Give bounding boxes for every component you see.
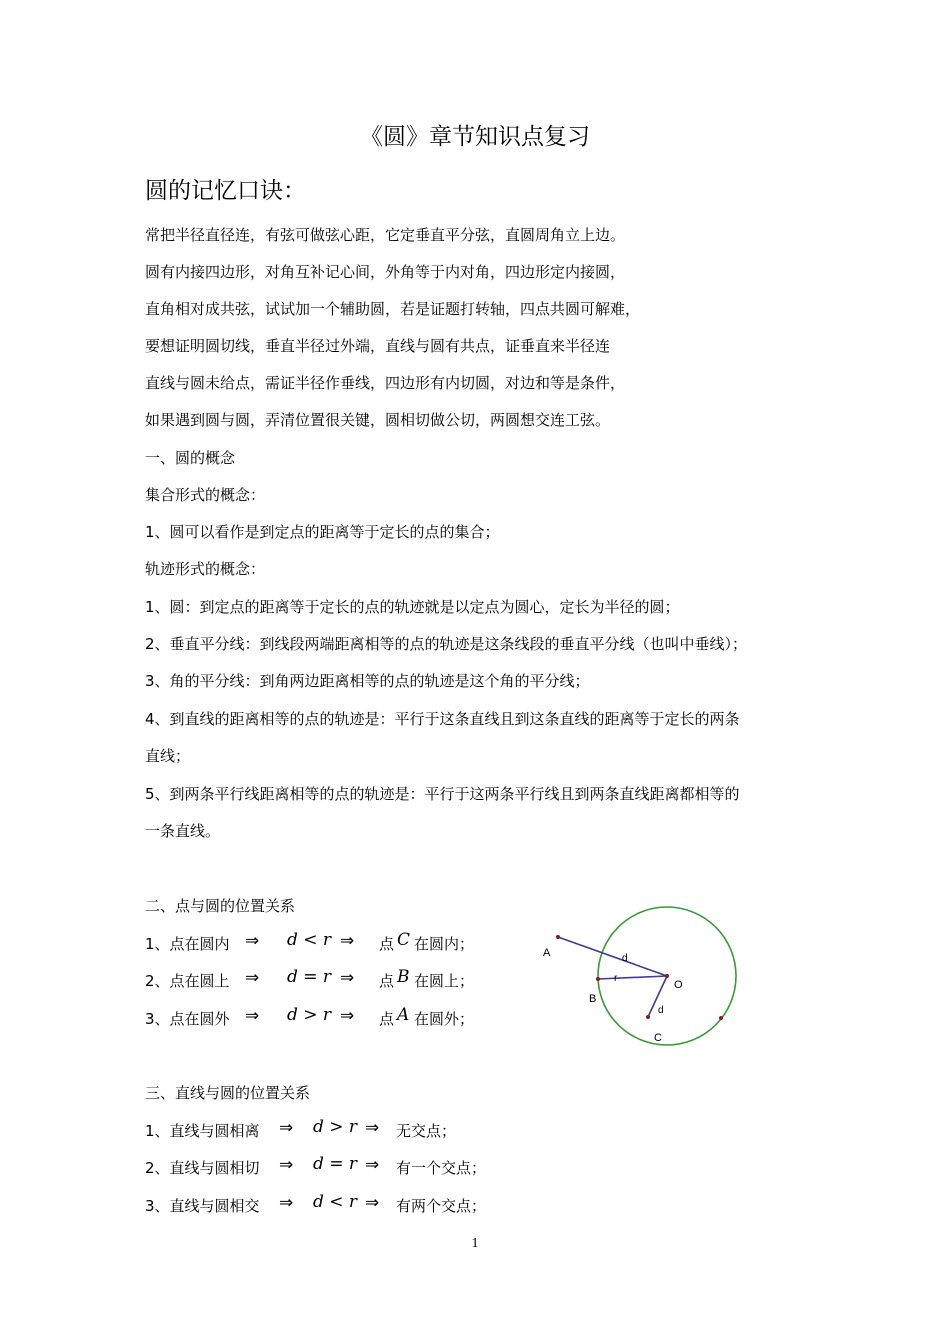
page-title: 《圆》章节知识点复习	[360, 124, 590, 150]
row-label: 2、直线与圆相切	[145, 1159, 260, 1177]
row-result: 无交点；	[396, 1122, 457, 1140]
point-c	[646, 1015, 650, 1019]
point-name: B	[397, 967, 410, 987]
mnemonic-heading: 圆的记忆口诀：	[145, 178, 306, 204]
label-r: r	[614, 973, 618, 984]
point-name: A	[397, 1005, 410, 1025]
segment-oa	[558, 937, 667, 976]
implies-arrow: ⇒	[279, 1118, 294, 1138]
row-label: 3、直线与圆相交	[145, 1197, 260, 1215]
mnemonic-line: 如果遇到圆与圆，弄清位置很关键，圆相切做公切，两圆想交连工弦。	[145, 411, 611, 429]
row-label: 1、直线与圆相离	[145, 1122, 260, 1140]
list-item: 直线；	[145, 747, 191, 765]
point-prefix: 点	[379, 1010, 395, 1028]
segment-ob	[598, 976, 667, 979]
row-label: 2、点在圆上	[145, 972, 230, 990]
relation: d > r	[287, 1005, 332, 1025]
section-heading: 二、点与圆的位置关系	[145, 897, 296, 915]
mnemonic-line: 常把半径直径连，有弦可做弦心距，它定垂直平分弦，直圆周角立上边。	[145, 226, 626, 244]
mnemonic-line: 圆有内接四边形，对角互补记心间，外角等于内对角，四边形定内接圆，	[145, 263, 626, 281]
implies-arrow: ⇒	[279, 1193, 294, 1213]
list-item: 5、到两条平行线距离相等的点的轨迹是：平行于这两条平行线且到两条直线距离都相等的	[145, 785, 740, 803]
point-prefix: 点	[379, 972, 395, 990]
point-result: 在圆内；	[414, 935, 475, 953]
implies-arrow: ⇒	[279, 1155, 294, 1175]
point-b	[596, 977, 600, 981]
implies-arrow: ⇒	[245, 1006, 260, 1026]
row-result: 有两个交点；	[396, 1197, 487, 1215]
list-item: 1、圆：到定点的距离等于定长的点的轨迹就是以定点为圆心，定长为半径的圆；	[145, 598, 680, 616]
list-item: 2、垂直平分线：到线段两端距离相等的点的轨迹是这条线段的垂直平分线（也叫中垂线）；	[145, 635, 748, 653]
relation: d < r	[313, 1192, 358, 1212]
label-d: d	[622, 953, 628, 964]
section-heading: 一、圆的概念	[145, 449, 236, 467]
list-item: 1、圆可以看作是到定点的距离等于定长的点的集合；	[145, 523, 500, 541]
implies-arrow: ⇒	[365, 1193, 380, 1213]
relation: d = r	[313, 1154, 358, 1174]
implies-arrow: ⇒	[245, 931, 260, 951]
implies-arrow: ⇒	[365, 1155, 380, 1175]
point-a	[556, 935, 560, 939]
subheading: 集合形式的概念：	[145, 486, 266, 504]
implies-arrow: ⇒	[340, 968, 355, 988]
row-result: 有一个交点；	[396, 1159, 487, 1177]
row-label: 3、点在圆外	[145, 1010, 230, 1028]
list-item: 4、到直线的距离相等的点的轨迹是：平行于这条直线且到这条直线的距离等于定长的两条	[145, 710, 740, 728]
point-result: 在圆外；	[414, 1010, 475, 1028]
point-o	[665, 974, 669, 978]
implies-arrow: ⇒	[340, 1006, 355, 1026]
point-prefix: 点	[379, 935, 395, 953]
point-circle-diagram	[530, 895, 750, 1055]
point-result: 在圆上；	[414, 972, 475, 990]
mnemonic-line: 直角相对成共弦，试试加一个辅助圆，若是证题打转轴，四点共圆可解难，	[145, 300, 641, 318]
mnemonic-line: 要想证明圆切线，垂直半径过外端，直线与圆有共点，证垂直来半径连	[145, 337, 611, 355]
implies-arrow: ⇒	[245, 968, 260, 988]
implies-arrow: ⇒	[340, 931, 355, 951]
point-on-circle	[719, 1016, 723, 1020]
subheading: 轨迹形式的概念：	[145, 560, 266, 578]
label-c: C	[654, 1032, 662, 1044]
relation: d = r	[287, 967, 332, 987]
relation: d < r	[287, 930, 332, 950]
list-item: 一条直线。	[145, 822, 221, 840]
label-d: d	[658, 1005, 664, 1016]
list-item: 3、角的平分线：到角两边距离相等的点的轨迹是这个角的平分线；	[145, 672, 590, 690]
implies-arrow: ⇒	[365, 1118, 380, 1138]
label-b: B	[589, 993, 597, 1005]
point-name: C	[397, 930, 411, 950]
label-a: A	[543, 947, 551, 959]
mnemonic-line: 直线与圆未给点，需证半径作垂线，四边形有内切圆，对边和等是条件，	[145, 374, 626, 392]
section-heading: 三、直线与圆的位置关系	[145, 1084, 311, 1102]
row-label: 1、点在圆内	[145, 935, 230, 953]
relation: d > r	[313, 1117, 358, 1137]
label-o: O	[674, 979, 683, 991]
page-number: 1	[471, 1236, 479, 1251]
